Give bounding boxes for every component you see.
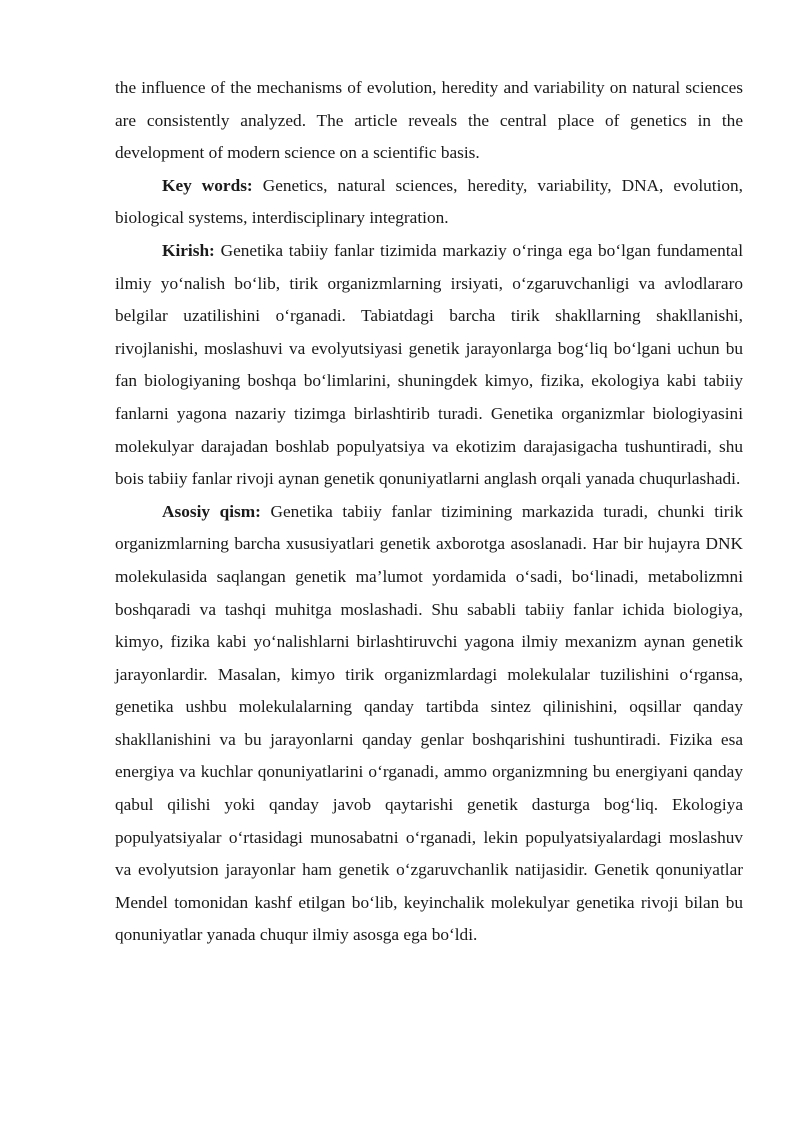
keywords-label: Key words:: [162, 175, 253, 195]
keywords-text: Genetics, natural sciences, heredity, variability, DNA, evolution, biological systems, interdisciplinary integration.: [115, 175, 743, 228]
main-section-label: Asosiy qism:: [162, 501, 261, 521]
intro-paragraph: [115, 235, 743, 496]
abstract-tail-paragraph: the influence of the mechanisms of evolution, heredity and variability on natural sciences are consistently analyzed. The article reveals the central place of genetics in the development of modern science on a scientific basis.: [115, 78, 743, 163]
main-section-text: Genetika tabiiy fanlar tizimining markazida turadi, chunki tirik organizmlarning barcha xususiyatlari genetik axborotga asoslanadi. Har bir hujayra DNK molekulasida saqlangan genetik ma’lumot yordamida o‘sadi, bo‘linadi, metabolizmni boshqaradi va tashqi muhitga moslashadi. Shu sababli tabiiy fanlar ichida biologiya, kimyo, fizika kabi yo‘nalishlarni birlashtiruvchi yagona ilmiy mexanizm aynan genetik jarayonlardir. Masalan, kimyo tirik organizmlardagi molekulalar tuzilishini o‘rgansa, genetika ushbu molekulalarning qanday tartibda sintez qilinishini, oqsillar qanday shakllanishini va bu jarayonlarni qanday genlar boshqarishini tushuntiradi. Fizika esa energiya va kuchlar qonuniyatlarini o‘rganadi, ammo organizmning bu energiyani qanday qabul qilishi yoki qanday javob qaytarishi genetik dasturga bog‘liq. Ekologiya populyatsiyalar o‘rtasidagi munosabatni o‘rganadi, lekin populyatsiyalardagi moslashuv va evolyutsion jarayonlar ham genetik o‘zgaruvchanlik natijasidir. Genetik qonuniyatlar Mendel tomonidan kashf etilgan bo‘lib, keyinchalik molekulyar genetika rivoji bilan bu qonuniyatlar yanada chuqur ilmiy asosga ega bo‘ldi.: [115, 501, 743, 945]
intro-label: Kirish:: [162, 240, 215, 260]
document-page: [115, 72, 743, 952]
main-section-paragraph: [115, 496, 743, 952]
intro-text: Genetika tabiiy fanlar tizimida markaziy o‘ringa ega bo‘lgan fundamental ilmiy yo‘nalish bo‘lib, tirik organizmlarning irsiyati, o‘zgaruvchanligi va avlodlararo belgilar uzatilishini o‘rganadi. Tabiatdagi barcha tirik shakllarning shakllanishi, rivojlanishi, moslashuvi va evolyutsiyasi genetik jarayonlarga bog‘liq bo‘lgani uchun bu fan biologiyaning boshqa bo‘limlarini, shuningdek kimyo, fizika, ekologiya kabi tabiiy fanlarni yagona nazariy tizimga birlashtirib turadi. Genetika organizmlar biologiyasini molekulyar darajadan boshlab populyatsiya va ekotizim darajasigacha tushuntiradi, shu bois tabiiy fanlar rivoji aynan genetik qonuniyatlarni anglash orqali yanada chuqurlashadi.: [115, 240, 743, 489]
keywords-paragraph: [115, 170, 743, 235]
